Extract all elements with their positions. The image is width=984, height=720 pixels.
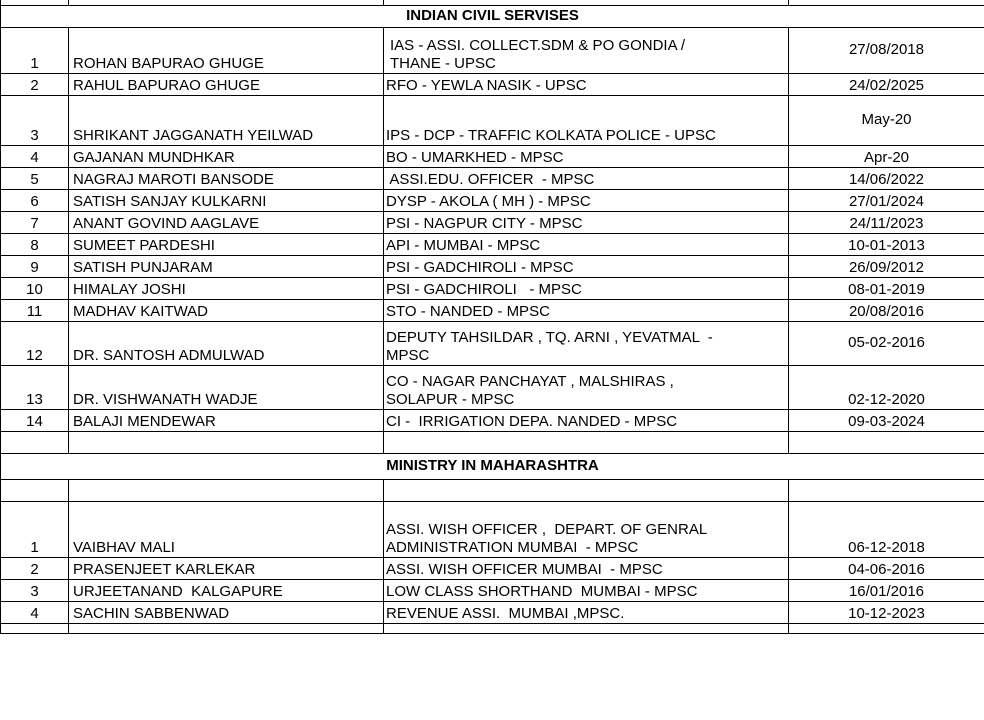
serial-number: 2 [1, 73, 69, 95]
section-title-civil: INDIAN CIVIL SERVISES [1, 5, 984, 27]
candidate-name: SHRIKANT JAGGANATH YEILWAD [69, 95, 384, 145]
candidate-name: DR. SANTOSH ADMULWAD [69, 321, 384, 365]
post-cell: PSI - GADCHIROLI - MPSC [384, 255, 789, 277]
serial-number: 9 [1, 255, 69, 277]
candidate-name: RAHUL BAPURAO GHUGE [69, 73, 384, 95]
selection-date: 04-06-2016 [789, 557, 984, 579]
candidate-name: SACHIN SABBENWAD [69, 601, 384, 623]
selection-date: 27/08/2018 [789, 27, 984, 73]
candidate-name: ROHAN BAPURAO GHUGE [69, 27, 384, 73]
section-header-row [1, 453, 984, 479]
post-cell [384, 321, 789, 365]
candidate-name: VAIBHAV MALI [69, 501, 384, 557]
candidate-name: BALAJI MENDEWAR [69, 409, 384, 431]
serial-number: 7 [1, 211, 69, 233]
section-title-ministry: MINISTRY IN MAHARASHTRA [1, 453, 984, 479]
serial-number: 14 [1, 409, 69, 431]
selection-date: 08-01-2019 [789, 277, 984, 299]
candidate-name: GAJANAN MUNDHKAR [69, 145, 384, 167]
table-row [1, 277, 984, 299]
table-row [1, 321, 984, 365]
selection-date: 06-12-2018 [789, 501, 984, 557]
table-row [1, 557, 984, 579]
table-row [1, 601, 984, 623]
post-cell [384, 27, 789, 73]
post-cell: BO - UMARKHED - MPSC [384, 145, 789, 167]
serial-number: 3 [1, 579, 69, 601]
table-row [1, 299, 984, 321]
empty-row [1, 431, 984, 453]
post-cell: PSI - GADCHIROLI - MPSC [384, 277, 789, 299]
selection-date: 05-02-2016 [789, 321, 984, 365]
serial-number: 13 [1, 365, 69, 409]
post-cell: PSI - NAGPUR CITY - MPSC [384, 211, 789, 233]
serial-number: 12 [1, 321, 69, 365]
candidate-name: ANANT GOVIND AAGLAVE [69, 211, 384, 233]
post-cell: RFO - YEWLA NASIK - UPSC [384, 73, 789, 95]
selection-date: 24/11/2023 [789, 211, 984, 233]
selection-date: 14/06/2022 [789, 167, 984, 189]
table-row [1, 255, 984, 277]
post-cell: CI - IRRIGATION DEPA. NANDED - MPSC [384, 409, 789, 431]
serial-number: 1 [1, 501, 69, 557]
post-line-1: CO - NAGAR PANCHAYAT , MALSHIRAS , [386, 372, 674, 390]
candidate-name: MADHAV KAITWAD [69, 299, 384, 321]
candidate-name: URJEETANAND KALGAPURE [69, 579, 384, 601]
post-line-1: IAS - ASSI. COLLECT.SDM & PO GONDIA / [390, 36, 686, 54]
candidate-name: NAGRAJ MAROTI BANSODE [69, 167, 384, 189]
selection-date: 20/08/2016 [789, 299, 984, 321]
selection-date: 09-03-2024 [789, 409, 984, 431]
post-cell: DYSP - AKOLA ( MH ) - MPSC [384, 189, 789, 211]
serial-number: 8 [1, 233, 69, 255]
post-cell: ASSI.EDU. OFFICER - MPSC [384, 167, 789, 189]
table-row [1, 233, 984, 255]
table-row [1, 579, 984, 601]
post-line-2: ADMINISTRATION MUMBAI - MPSC [386, 538, 639, 556]
post-line-2: THANE - UPSC [390, 54, 496, 72]
table-row [1, 365, 984, 409]
empty-row [1, 479, 984, 501]
selection-date: May-20 [789, 95, 984, 145]
candidate-name: PRASENJEET KARLEKAR [69, 557, 384, 579]
table-row [1, 167, 984, 189]
selection-date: 26/09/2012 [789, 255, 984, 277]
section-header-row [1, 5, 984, 27]
post-cell: REVENUE ASSI. MUMBAI ,MPSC. [384, 601, 789, 623]
serial-number: 2 [1, 557, 69, 579]
table-row [1, 409, 984, 431]
selection-date: 24/02/2025 [789, 73, 984, 95]
post-cell: IPS - DCP - TRAFFIC KOLKATA POLICE - UPSC [384, 95, 789, 145]
table-row [1, 73, 984, 95]
candidate-name: SUMEET PARDESHI [69, 233, 384, 255]
selection-date: 16/01/2016 [789, 579, 984, 601]
candidate-name: SATISH SANJAY KULKARNI [69, 189, 384, 211]
selection-date: 27/01/2024 [789, 189, 984, 211]
serial-number: 4 [1, 601, 69, 623]
post-line-2: MPSC [386, 346, 430, 364]
selection-date: 10-12-2023 [789, 601, 984, 623]
candidate-name: HIMALAY JOSHI [69, 277, 384, 299]
post-cell [384, 365, 789, 409]
table-row [1, 145, 984, 167]
post-cell [384, 501, 789, 557]
post-cell: API - MUMBAI - MPSC [384, 233, 789, 255]
post-line-1: DEPUTY TAHSILDAR , TQ. ARNI , YEVATMAL - [386, 328, 713, 346]
serial-number: 5 [1, 167, 69, 189]
serial-number: 1 [1, 27, 69, 73]
selection-date: 02-12-2020 [789, 365, 984, 409]
post-line-2: SOLAPUR - MPSC [386, 390, 515, 408]
post-cell: STO - NANDED - MPSC [384, 299, 789, 321]
post-cell: LOW CLASS SHORTHAND MUMBAI - MPSC [384, 579, 789, 601]
candidate-name: SATISH PUNJARAM [69, 255, 384, 277]
serial-number: 11 [1, 299, 69, 321]
candidate-name: DR. VISHWANATH WADJE [69, 365, 384, 409]
serial-number: 4 [1, 145, 69, 167]
post-cell: ASSI. WISH OFFICER MUMBAI - MPSC [384, 557, 789, 579]
table-row [1, 501, 984, 557]
table-row [1, 189, 984, 211]
partial-row [1, 623, 984, 633]
serial-number: 6 [1, 189, 69, 211]
table-row [1, 211, 984, 233]
selection-date: 10-01-2013 [789, 233, 984, 255]
selection-date: Apr-20 [789, 145, 984, 167]
post-line-1: ASSI. WISH OFFICER , DEPART. OF GENRAL [386, 520, 708, 538]
serial-number: 10 [1, 277, 69, 299]
table-row [1, 95, 984, 145]
table-row [1, 27, 984, 73]
serial-number: 3 [1, 95, 69, 145]
